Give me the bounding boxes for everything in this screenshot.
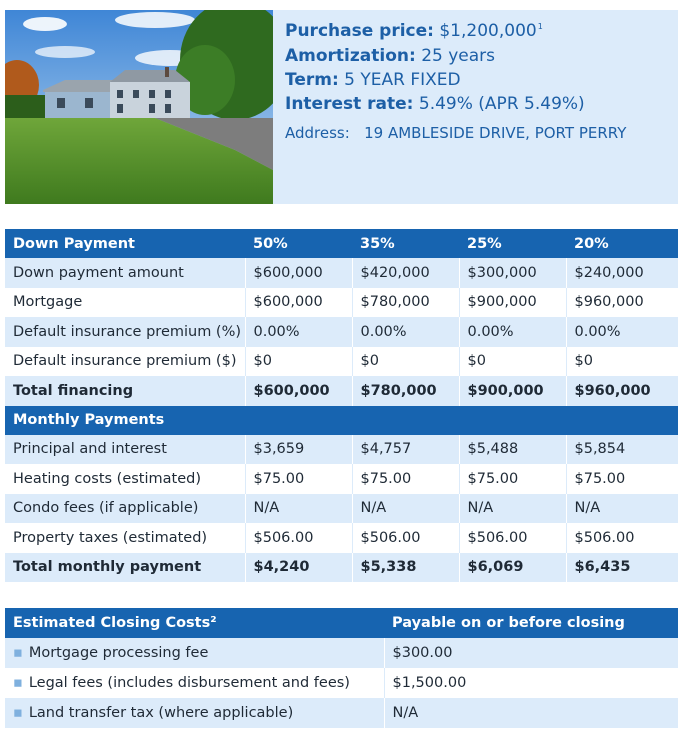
table-row — [5, 494, 678, 524]
cell: $600,000 — [245, 288, 352, 318]
row-label: Mortgage — [5, 288, 245, 318]
purchase-price-value: $1,200,000 — [439, 21, 537, 41]
cell: $300,000 — [459, 258, 566, 288]
cell: $3,659 — [245, 435, 352, 465]
cell: $780,000 — [352, 376, 459, 406]
term-value: 5 YEAR FIXED — [344, 70, 461, 90]
bullet-icon: ▪ — [13, 705, 23, 721]
table-row — [5, 698, 678, 728]
header-cell: 20% — [566, 229, 678, 258]
cell: $4,240 — [245, 553, 352, 583]
amortization — [285, 46, 495, 66]
row-label: Down payment amount — [5, 258, 245, 288]
bullet-icon: ▪ — [13, 675, 23, 691]
cell: $75.00 — [459, 464, 566, 494]
cost-label: Land transfer tax (where applicable) — [28, 705, 294, 721]
cell: $0 — [352, 347, 459, 377]
table-row — [5, 464, 678, 494]
cell: N/A — [566, 494, 678, 524]
table-row — [5, 668, 678, 698]
cell: $420,000 — [352, 258, 459, 288]
cell: 0.00% — [566, 317, 678, 347]
cell: $4,757 — [352, 435, 459, 465]
address — [285, 124, 626, 142]
header-cell: Payable on or before closing — [384, 608, 678, 638]
term — [285, 70, 461, 90]
row-label — [5, 638, 384, 668]
row-label: Property taxes (estimated) — [5, 523, 245, 553]
purchase-price-label: Purchase price: — [285, 21, 434, 41]
cell: 0.00% — [352, 317, 459, 347]
row-label — [5, 698, 384, 728]
cell: $5,338 — [352, 553, 459, 583]
interest-rate — [285, 94, 585, 114]
header-cell: Down Payment — [5, 229, 245, 258]
cell: $960,000 — [566, 288, 678, 318]
footnote-marker: 1 — [537, 22, 543, 32]
cell: $0 — [459, 347, 566, 377]
cell: $780,000 — [352, 288, 459, 318]
table-row — [5, 638, 678, 668]
address-label: Address: — [285, 124, 350, 142]
down-payment-header-row — [5, 229, 678, 258]
table-row — [5, 258, 678, 288]
total-monthly-payment-row — [5, 553, 678, 583]
cell: $506.00 — [245, 523, 352, 553]
cell: $5,488 — [459, 435, 566, 465]
header-cell: 25% — [459, 229, 566, 258]
row-label: Total monthly payment — [5, 553, 245, 583]
row-label: Condo fees (if applicable) — [5, 494, 245, 524]
row-label: Principal and interest — [5, 435, 245, 465]
listing-info-panel — [273, 10, 678, 204]
row-label: Heating costs (estimated) — [5, 464, 245, 494]
monthly-payments-header-row — [5, 406, 678, 435]
closing-costs-header-row — [5, 608, 678, 638]
cell: $506.00 — [566, 523, 678, 553]
cell: $240,000 — [566, 258, 678, 288]
cell: $600,000 — [245, 258, 352, 288]
cell: $75.00 — [245, 464, 352, 494]
cell: N/A — [459, 494, 566, 524]
cell: N/A — [245, 494, 352, 524]
address-value: 19 AMBLESIDE DRIVE, PORT PERRY — [364, 124, 627, 142]
cell: $5,854 — [566, 435, 678, 465]
cell: $0 — [245, 347, 352, 377]
total-financing-row — [5, 376, 678, 406]
term-label: Term: — [285, 70, 339, 90]
row-label: Default insurance premium ($) — [5, 347, 245, 377]
cell: $900,000 — [459, 288, 566, 318]
header-cell: Monthly Payments — [5, 406, 678, 435]
cell: N/A — [384, 698, 678, 728]
header-cell: Estimated Closing Costs² — [5, 608, 384, 638]
amortization-value: 25 years — [421, 46, 496, 66]
cell: $0 — [566, 347, 678, 377]
bullet-icon: ▪ — [13, 645, 23, 661]
header-cell: 35% — [352, 229, 459, 258]
table-row — [5, 317, 678, 347]
cell: $506.00 — [352, 523, 459, 553]
header-cell: 50% — [245, 229, 352, 258]
payment-table — [5, 229, 678, 582]
table-row — [5, 435, 678, 465]
cell: $75.00 — [566, 464, 678, 494]
cell: $1,500.00 — [384, 668, 678, 698]
table-row — [5, 347, 678, 377]
row-label: Default insurance premium (%) — [5, 317, 245, 347]
row-label: Total financing — [5, 376, 245, 406]
cost-label: Legal fees (includes disbursement and fees) — [28, 675, 350, 691]
cell: $900,000 — [459, 376, 566, 406]
cell: $300.00 — [384, 638, 678, 668]
cell: 0.00% — [245, 317, 352, 347]
interest-rate-label: Interest rate: — [285, 94, 414, 114]
cost-label: Mortgage processing fee — [28, 645, 209, 661]
table-row — [5, 523, 678, 553]
purchase-price — [285, 21, 543, 41]
cell: $960,000 — [566, 376, 678, 406]
interest-rate-value: 5.49% (APR 5.49%) — [418, 94, 585, 114]
cell: $506.00 — [459, 523, 566, 553]
cell: $6,435 — [566, 553, 678, 583]
cell: $600,000 — [245, 376, 352, 406]
cell: N/A — [352, 494, 459, 524]
amortization-label: Amortization: — [285, 46, 416, 66]
closing-costs-table — [5, 608, 678, 728]
cell: $75.00 — [352, 464, 459, 494]
table-row — [5, 288, 678, 318]
row-label — [5, 668, 384, 698]
property-photo — [5, 10, 273, 204]
cell: 0.00% — [459, 317, 566, 347]
cell: $6,069 — [459, 553, 566, 583]
